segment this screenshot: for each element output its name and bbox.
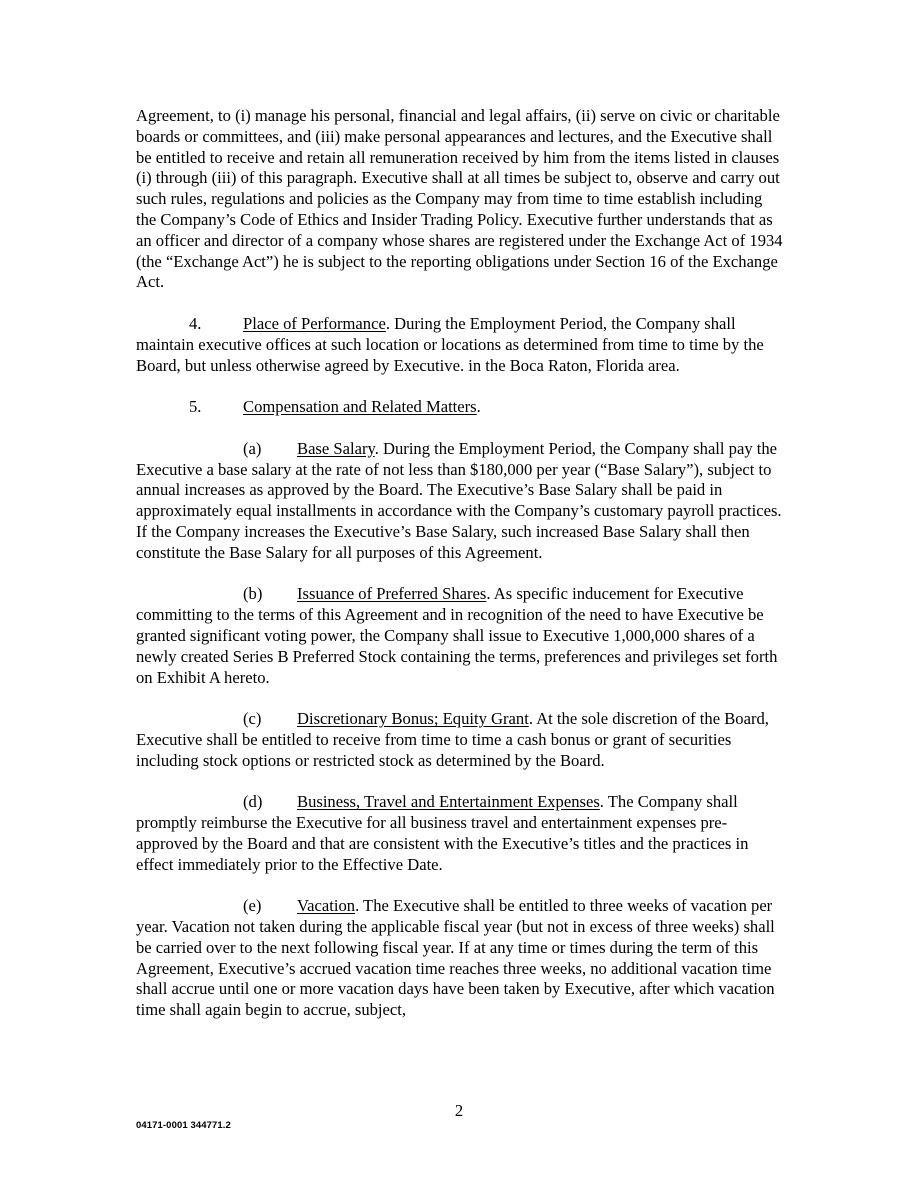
section-4-place-of-performance [136, 314, 784, 376]
subsection-b-preferred-shares [136, 584, 784, 688]
section-5-compensation [136, 397, 784, 418]
subsection-heading: Base Salary [297, 438, 375, 458]
paragraph-intro: Agreement, to (i) manage his personal, financial and legal affairs, (ii) serve on civic or charitable boards or committees, and (iii) make personal appearances and lectures, and the Executive shall be entitled to receive and retain all remuneration received by him from the items listed in clauses (i) through (iii) of this paragraph. Executive shall at all times be subject to, observe and carry out such rules, regulations and policies as the Company may from time to time establish including the Company’s Code of Ethics and Insider Trading Policy. Executive further understands that as an officer and director of a company whose shares are registered under the Exchange Act of 1934 (the “Exchange Act”) he is subject to the reporting obligations under Section 16 of the Exchange Act. [136, 106, 783, 292]
subsection-heading: Business, Travel and Entertainment Expenses [297, 792, 600, 812]
subsection-text: . At the sole discretion of the Board, Executive shall be entitled to receive from time to time a cash bonus or grant of securities including stock options or restricted stock as determined by the Board. [136, 709, 769, 770]
subsection-text: . During the Employment Period, the Company shall pay the Executive a base salary at the rate of not less than $180,000 per year (“Base Salary”), subject to annual increases as approved by the Board. The Executive’s Base Salary shall be paid in approximately equal installments in accordance with the Company’s customary payroll practices. If the Company increases the Executive’s Base Salary, such increased Base Salary shall then constitute the Base Salary for all purposes of this Agreement. [136, 438, 782, 562]
subsection-label: (d) [243, 792, 263, 812]
subsection-label: (a) [243, 438, 262, 458]
subsection-heading: Vacation [297, 896, 356, 916]
section-number: 4. [189, 313, 202, 333]
section-heading: Place of Performance [243, 313, 386, 333]
subsection-heading: Discretionary Bonus; Equity Grant [297, 709, 529, 729]
document-id-footer: 04171-0001 344771.2 [136, 1120, 231, 1131]
subsection-label: (e) [243, 896, 262, 916]
subsection-text: . The Company shall promptly reimburse the Executive for all business travel and entertainment expenses pre-approved by the Board and that are consistent with the Executive’s titles and the practices in effect immediately prior to the Effective Date. [136, 792, 749, 874]
section-text: . During the Employment Period, the Company shall maintain executive offices at such location or locations as determined from time to time by the Board, but unless otherwise agreed by Executive. in the Boca Raton, Florida area. [136, 313, 764, 375]
subsection-text: . The Executive shall be entitled to three weeks of vacation per year. Vacation not taken during the applicable fiscal year (but not in excess of three weeks) shall be carried over to the next following fiscal year. If at any time or times during the term of this Agreement, Executive’s accrued vacation time reaches three weeks, no additional vacation time shall accrue until one or more vacation days have been taken by Executive, after which vacation time shall again begin to accrue, subject, [136, 896, 775, 1020]
subsection-d-expenses [136, 792, 784, 875]
subsection-c-bonus [136, 709, 784, 771]
subsection-text: . As specific inducement for Executive committing to the terms of this Agreement and in recognition of the need to have Executive be granted significant voting power, the Company shall issue to Executive 1,000,000 shares of a newly created Series B Preferred Stock containing the terms, preferences and privileges set forth on Exhibit A hereto. [136, 584, 778, 687]
subsection-e-vacation [136, 896, 784, 1021]
section-text: . [476, 397, 481, 417]
section-heading: Compensation and Related Matters [243, 397, 477, 417]
document-body [136, 106, 784, 1042]
section-number: 5. [189, 397, 202, 417]
subsection-a-base-salary [136, 439, 784, 564]
page-number: 2 [454, 1101, 464, 1120]
subsection-label: (b) [243, 584, 263, 604]
subsection-heading: Issuance of Preferred Shares [297, 584, 487, 604]
subsection-label: (c) [243, 709, 262, 729]
